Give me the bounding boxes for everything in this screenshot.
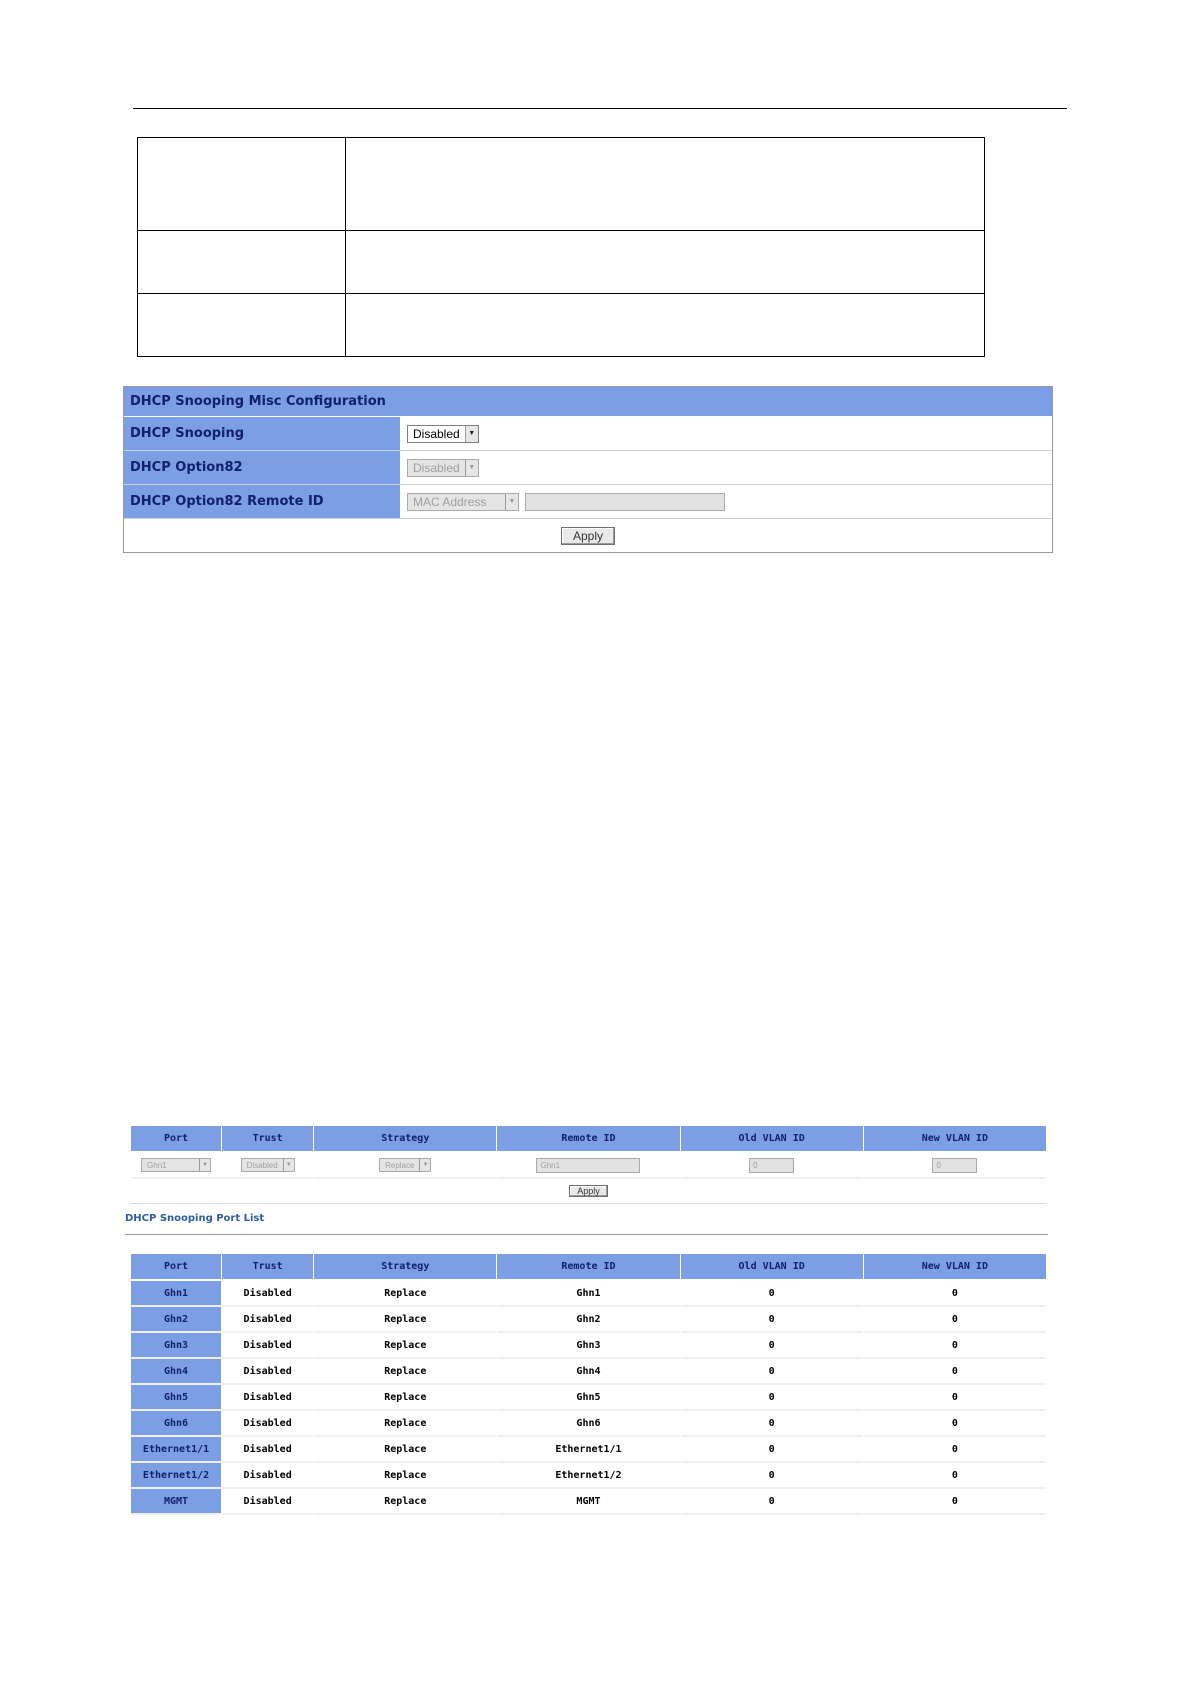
- table-row: [131, 1489, 1046, 1515]
- select-value: Disabled: [413, 460, 460, 475]
- header-port: Port: [131, 1126, 221, 1153]
- trust-cell: Disabled: [222, 1385, 313, 1411]
- table-cell: [346, 138, 985, 231]
- strategy-select[interactable]: [379, 1158, 431, 1172]
- trust-cell: Disabled: [222, 1489, 313, 1515]
- port-cell: Ethernet1/1: [131, 1437, 221, 1463]
- header-strategy: Strategy: [314, 1254, 496, 1281]
- new-vlan-id-field[interactable]: 0: [932, 1158, 977, 1173]
- new-vlan-cell: 0: [864, 1281, 1046, 1307]
- remote-id-input[interactable]: [525, 493, 725, 511]
- table-row: [131, 1385, 1046, 1411]
- dhcp-snooping-select[interactable]: [407, 425, 479, 443]
- header-trust: Trust: [222, 1126, 313, 1153]
- old-vlan-cell: 0: [681, 1463, 863, 1489]
- strategy-cell: Replace: [314, 1333, 496, 1359]
- table-cell: [138, 138, 346, 231]
- old-vlan-cell: 0: [681, 1333, 863, 1359]
- table-row: [131, 1281, 1046, 1307]
- header-strategy: Strategy: [314, 1126, 496, 1153]
- port-select[interactable]: [141, 1158, 211, 1172]
- remote-id-field[interactable]: Ghn1: [536, 1158, 640, 1173]
- new-vlan-cell: 0: [864, 1359, 1046, 1385]
- old-vlan-cell: 0: [681, 1437, 863, 1463]
- new-vlan-cell: 0: [864, 1463, 1046, 1489]
- trust-select[interactable]: [241, 1158, 295, 1172]
- dhcp-option82-remote-id-label: DHCP Option82 Remote ID: [124, 485, 402, 518]
- remote-id-cell: Ghn1: [497, 1281, 679, 1307]
- select-value: Ghn1: [147, 1160, 167, 1170]
- header-remote-id: Remote ID: [497, 1254, 679, 1281]
- table-row: [131, 1333, 1046, 1359]
- misc-config-title: DHCP Snooping Misc Configuration: [124, 387, 1052, 417]
- strategy-cell: Replace: [314, 1437, 496, 1463]
- trust-cell: Disabled: [222, 1411, 313, 1437]
- new-vlan-cell: 0: [864, 1333, 1046, 1359]
- port-cell: Ghn2: [131, 1307, 221, 1333]
- chevron-down-icon: ▼: [505, 494, 518, 510]
- port-cell: Ghn4: [131, 1359, 221, 1385]
- header-trust: Trust: [222, 1254, 313, 1281]
- new-vlan-cell: 0: [864, 1411, 1046, 1437]
- table-row: [131, 1411, 1046, 1437]
- misc-config-panel: [123, 386, 1053, 553]
- new-vlan-cell: 0: [864, 1307, 1046, 1333]
- new-vlan-cell: 0: [864, 1489, 1046, 1515]
- old-vlan-cell: 0: [681, 1281, 863, 1307]
- port-config-apply-button[interactable]: Apply: [569, 1185, 608, 1197]
- trust-cell: Disabled: [222, 1359, 313, 1385]
- remote-id-cell: Ghn4: [497, 1359, 679, 1385]
- old-vlan-id-field[interactable]: 0: [749, 1158, 794, 1173]
- header-old-vlan-id: Old VLAN ID: [681, 1126, 863, 1153]
- table-row: [131, 1359, 1046, 1385]
- remote-id-cell: Ghn2: [497, 1307, 679, 1333]
- table-cell: [138, 294, 346, 357]
- chevron-down-icon: ▼: [419, 1159, 430, 1171]
- port-config-table: [130, 1126, 1047, 1204]
- remote-id-cell: Ghn3: [497, 1333, 679, 1359]
- select-value: Replace: [385, 1160, 415, 1170]
- header-old-vlan-id: Old VLAN ID: [681, 1254, 863, 1281]
- old-vlan-cell: 0: [681, 1411, 863, 1437]
- trust-cell: Disabled: [222, 1437, 313, 1463]
- new-vlan-cell: 0: [864, 1437, 1046, 1463]
- table-cell: [138, 231, 346, 294]
- select-value: MAC Address: [413, 494, 487, 509]
- remote-id-cell: Ghn6: [497, 1411, 679, 1437]
- strategy-cell: Replace: [314, 1281, 496, 1307]
- dhcp-option82-select[interactable]: [407, 459, 479, 477]
- port-list-table: [130, 1254, 1047, 1515]
- header-rule: [133, 108, 1067, 109]
- chevron-down-icon: ▼: [199, 1159, 210, 1171]
- table-row: [131, 1437, 1046, 1463]
- header-remote-id: Remote ID: [497, 1126, 679, 1153]
- table-cell: [346, 294, 985, 357]
- chevron-down-icon: ▼: [465, 460, 478, 476]
- port-cell: Ethernet1/2: [131, 1463, 221, 1489]
- strategy-cell: Replace: [314, 1385, 496, 1411]
- port-cell: Ghn6: [131, 1411, 221, 1437]
- select-value: Disabled: [246, 1160, 278, 1170]
- remote-id-cell: Ethernet1/2: [497, 1463, 679, 1489]
- port-cell: Ghn1: [131, 1281, 221, 1307]
- dhcp-option82-label: DHCP Option82: [124, 451, 402, 484]
- description-table: [137, 137, 985, 357]
- chevron-down-icon: ▼: [465, 426, 478, 442]
- misc-apply-button[interactable]: Apply: [561, 527, 615, 545]
- trust-cell: Disabled: [222, 1463, 313, 1489]
- remote-id-cell: Ethernet1/1: [497, 1437, 679, 1463]
- strategy-cell: Replace: [314, 1359, 496, 1385]
- remote-id-cell: Ghn5: [497, 1385, 679, 1411]
- table-row: [131, 1463, 1046, 1489]
- chevron-down-icon: ▼: [283, 1159, 294, 1171]
- strategy-cell: Replace: [314, 1411, 496, 1437]
- select-value: Disabled: [413, 426, 460, 441]
- port-cell: Ghn5: [131, 1385, 221, 1411]
- old-vlan-cell: 0: [681, 1359, 863, 1385]
- strategy-cell: Replace: [314, 1489, 496, 1515]
- header-new-vlan-id: New VLAN ID: [864, 1254, 1046, 1281]
- table-cell: [346, 231, 985, 294]
- old-vlan-cell: 0: [681, 1385, 863, 1411]
- header-port: Port: [131, 1254, 221, 1281]
- remote-id-type-select[interactable]: [407, 493, 519, 511]
- remote-id-cell: MGMT: [497, 1489, 679, 1515]
- port-cell: Ghn3: [131, 1333, 221, 1359]
- dhcp-option82-row: [124, 451, 1052, 485]
- old-vlan-cell: 0: [681, 1489, 863, 1515]
- trust-cell: Disabled: [222, 1333, 313, 1359]
- strategy-cell: Replace: [314, 1307, 496, 1333]
- new-vlan-cell: 0: [864, 1385, 1046, 1411]
- table-row: [131, 1307, 1046, 1333]
- dhcp-option82-remote-id-row: [124, 485, 1052, 519]
- trust-cell: Disabled: [222, 1307, 313, 1333]
- port-list-divider: [125, 1234, 1048, 1235]
- trust-cell: Disabled: [222, 1281, 313, 1307]
- dhcp-snooping-row: [124, 417, 1052, 451]
- header-new-vlan-id: New VLAN ID: [864, 1126, 1046, 1153]
- dhcp-snooping-label: DHCP Snooping: [124, 417, 402, 450]
- strategy-cell: Replace: [314, 1463, 496, 1489]
- port-cell: MGMT: [131, 1489, 221, 1515]
- old-vlan-cell: 0: [681, 1307, 863, 1333]
- port-list-title: DHCP Snooping Port List: [125, 1213, 265, 1224]
